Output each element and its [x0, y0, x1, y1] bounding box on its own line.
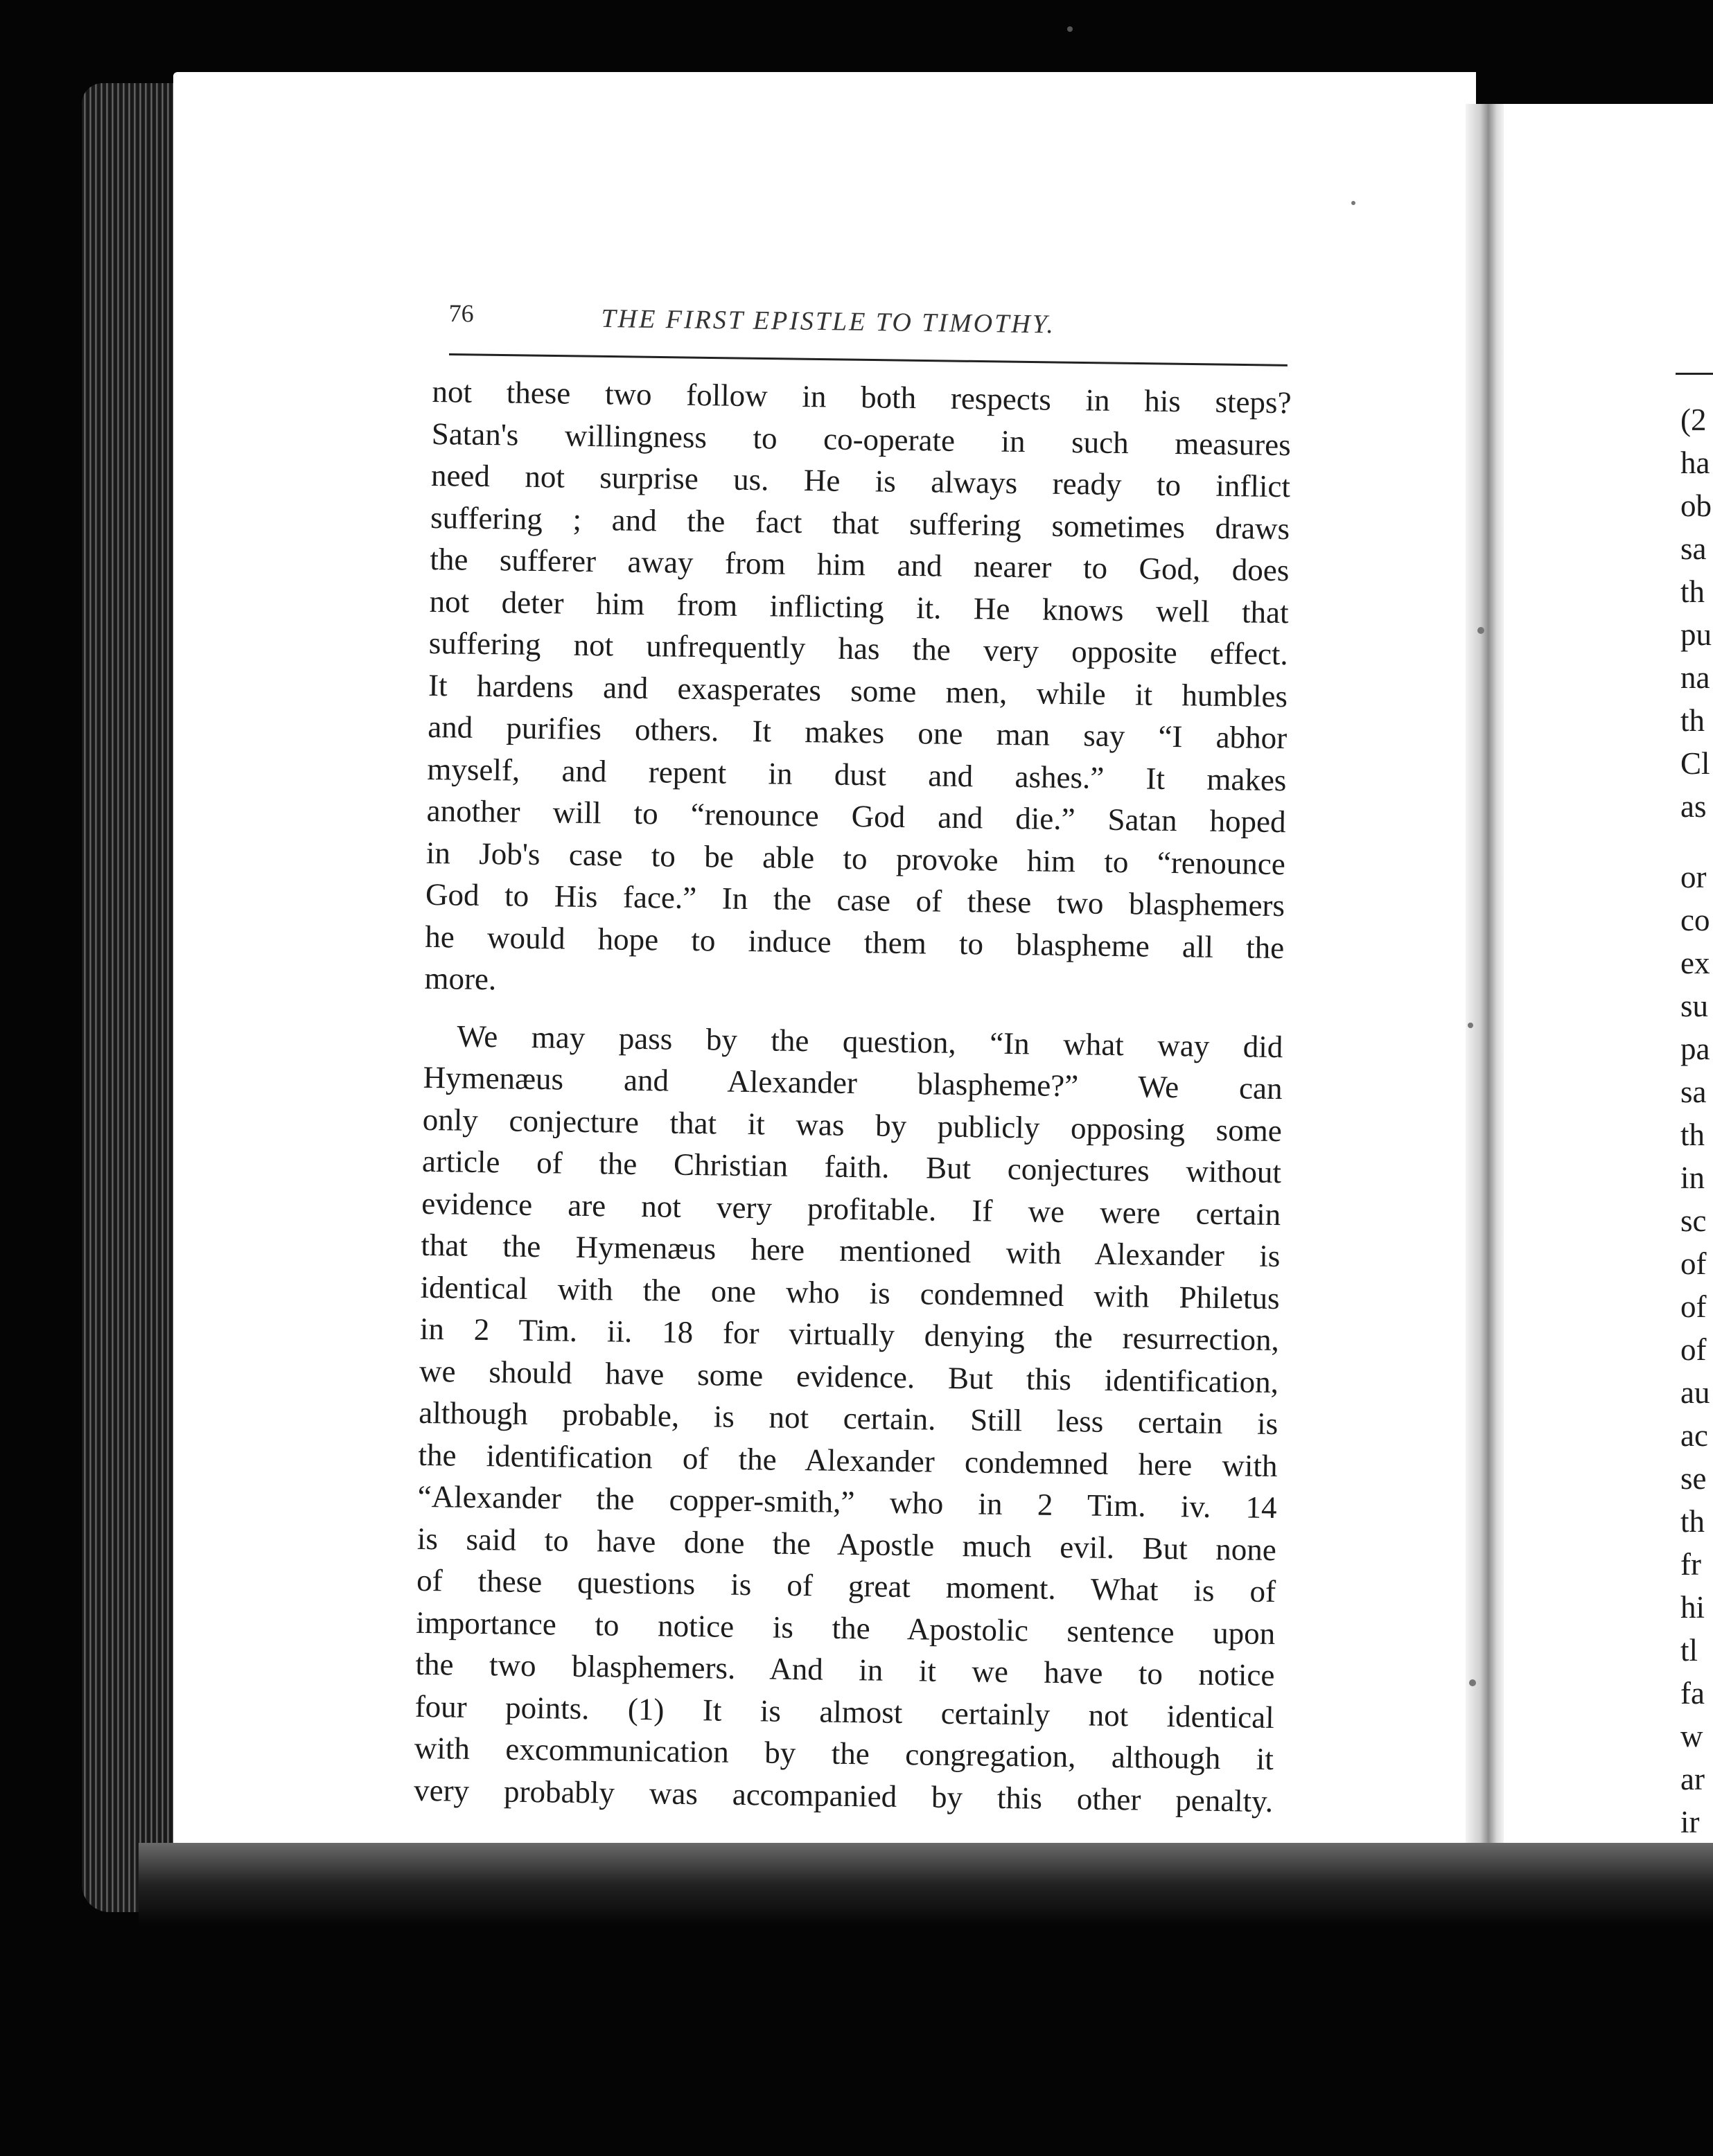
right-fragment: co [1680, 903, 1710, 937]
text-line: four points. (1) It is almost certainly not identical [414, 1688, 1274, 1735]
text-line: the two blasphemers. And in it we have to notice [415, 1646, 1275, 1693]
right-fragment: sc [1680, 1203, 1707, 1238]
text-line: suffering ; and the fact that suffering sometimes draws [430, 500, 1290, 546]
right-fragment: ar [1680, 1762, 1705, 1796]
text-line: Hymenæus and Alexander blaspheme?” We can [423, 1059, 1283, 1106]
right-fragment: ha [1680, 445, 1710, 480]
right-fragment: of [1680, 1289, 1707, 1324]
right-fragment: ir [1680, 1805, 1700, 1839]
text-line: myself, and repent in dust and ashes.” It makes [427, 751, 1287, 797]
right-fragment: w [1680, 1719, 1703, 1753]
scan-speck [1067, 26, 1073, 32]
right-fragment: ex [1680, 946, 1710, 980]
right-fragment: sa [1680, 531, 1707, 566]
text-line: more. [424, 960, 497, 997]
text-line: although probable, is not certain. Still less certain is [418, 1395, 1279, 1442]
right-fragment: tl [1680, 1633, 1698, 1668]
text-line: not these two follow in both respects in his steps? [432, 373, 1292, 421]
text-line: need not surprise us. He is always ready to inflict [430, 457, 1291, 504]
text-line: suffering not unfrequently has the very opposite effect. [428, 625, 1289, 672]
text-line: God to His face.” In the case of these two blasphemers [425, 876, 1285, 924]
right-fragment: sa [1680, 1075, 1707, 1109]
text-line: in Job's case to be able to provoke him to “renounce [425, 835, 1286, 881]
text-line: It hardens and exasperates some men, while it humbles [428, 667, 1288, 714]
right-fragment: ob [1680, 488, 1712, 523]
text-line: not deter him from inflicting it. He knows well that [429, 583, 1289, 630]
right-fragment: su [1680, 989, 1709, 1023]
body-text [414, 371, 1292, 1822]
right-fragment: se [1680, 1461, 1707, 1496]
right-fragment: ac [1680, 1418, 1708, 1453]
right-fragment: au [1680, 1375, 1710, 1410]
text-line: very probably was accompanied by this other penalty. [413, 1772, 1274, 1819]
scan-speck [1469, 1679, 1476, 1686]
right-fragment: or [1680, 860, 1707, 894]
text-line: is said to have done the Apostle much evil. But none [416, 1521, 1277, 1567]
text-line: the identification of the Alexander condemned here with [418, 1437, 1278, 1483]
right-fragment: na [1680, 660, 1710, 695]
right-fragment: pa [1680, 1032, 1710, 1066]
right-fragment: Cl [1680, 746, 1710, 781]
right-fragment: fr [1680, 1547, 1701, 1582]
text-line: Satan's willingness to co-operate in such measures [431, 416, 1292, 462]
right-fragment: th [1680, 1504, 1705, 1539]
right-fragment: fa [1680, 1676, 1705, 1711]
text-line: with excommunication by the congregation, although it [414, 1730, 1274, 1777]
running-title: THE FIRST EPISTLE TO TIMOTHY. [601, 303, 1056, 339]
text-line: “Alexander the copper-smith,” who in 2 Tim. iv. 14 [417, 1478, 1277, 1526]
right-fragment: (2 [1680, 403, 1707, 437]
right-fragment: pu [1680, 617, 1712, 652]
scan-speck [1477, 627, 1484, 634]
text-line: of these questions is of great moment. What is of [416, 1562, 1276, 1609]
scan-speck [1468, 1023, 1473, 1028]
text-line: the sufferer away from him and nearer to God, does [430, 541, 1290, 588]
text-line: in 2 Tim. ii. 18 for virtually denying the resurrection, [419, 1311, 1280, 1358]
text-line: we should have some evidence. But this identification, [419, 1353, 1279, 1399]
text-line: evidence are not very profitable. If we were certain [421, 1185, 1281, 1232]
right-fragment: th [1680, 574, 1705, 609]
text-line: importance to notice is the Apostolic sentence upon [416, 1605, 1276, 1651]
right-fragment: th [1680, 1117, 1705, 1152]
right-page-header-rule [1676, 373, 1713, 375]
text-line: and purifies others. It makes one man say “I abhor [427, 709, 1288, 756]
book-gutter [1466, 104, 1507, 1905]
text-line: article of the Christian faith. But conjectures without [421, 1143, 1282, 1190]
scan-speck [1351, 201, 1355, 205]
text-line: only conjecture that it was by publicly opposing some [422, 1102, 1283, 1148]
right-fragment: as [1680, 789, 1707, 824]
right-fragment: hi [1680, 1590, 1705, 1625]
page-number: 76 [448, 299, 474, 328]
text-line: that the Hymenæus here mentioned with Alexander is [421, 1227, 1281, 1274]
text-line: he would hope to induce them to blaspheme all the [424, 919, 1285, 965]
bottom-shadow [139, 1843, 1713, 1926]
text-line: another will to “renounce God and die.” Satan hoped [426, 793, 1286, 840]
right-fragment: in [1680, 1160, 1705, 1195]
right-fragment: of [1680, 1246, 1707, 1281]
text-line: identical with the one who is condemned with Philetus [420, 1269, 1280, 1316]
right-fragment: th [1680, 703, 1705, 738]
text-line: We may pass by the question, “In what way did [457, 1018, 1283, 1064]
right-fragment: of [1680, 1332, 1707, 1367]
